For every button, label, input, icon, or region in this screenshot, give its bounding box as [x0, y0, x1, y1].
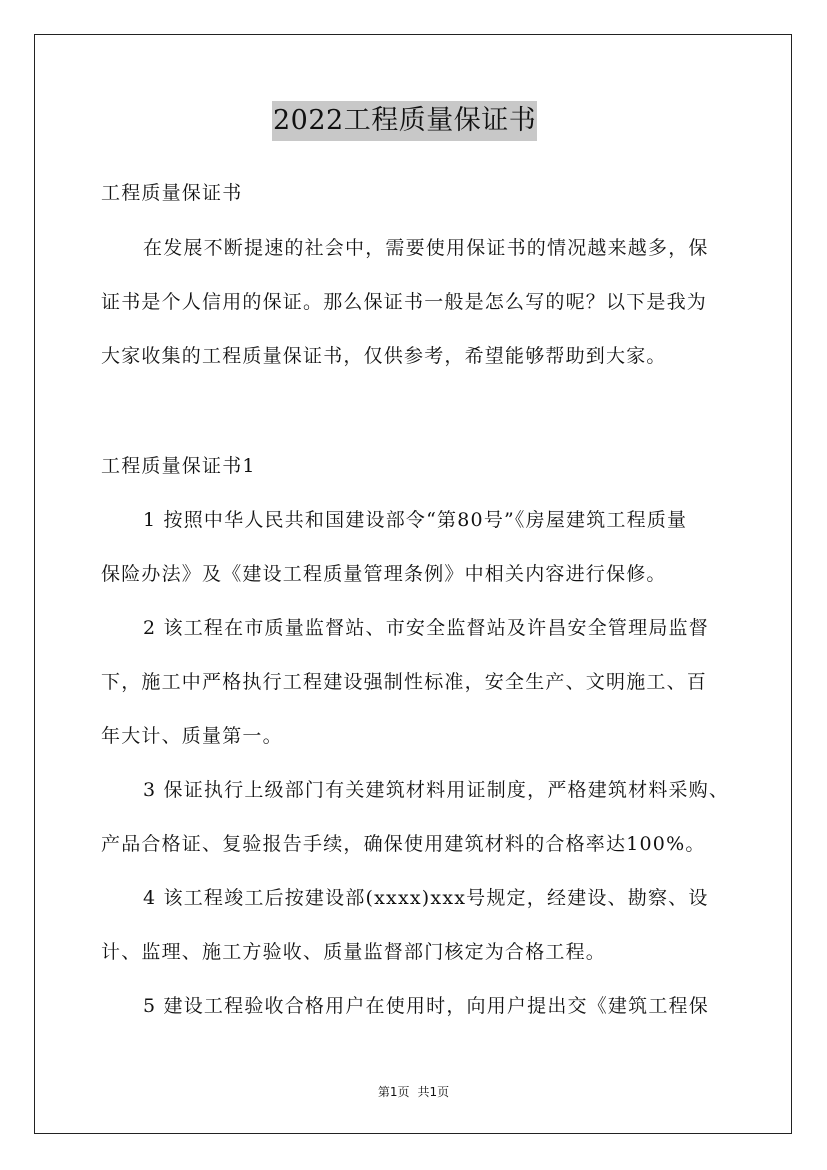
- page-total: 共1页: [417, 1085, 450, 1099]
- page-footer: [0, 1084, 827, 1100]
- document-title: 2022工程质量保证书: [272, 101, 537, 141]
- body-line-4: 下，施工中严格执行工程建设强制性标准，安全生产、文明施工、百: [101, 671, 708, 693]
- intro-line-3: 大家收集的工程质量保证书，仅供参考，希望能够帮助到大家。: [101, 345, 667, 367]
- document-heading: 工程质量保证书: [101, 182, 243, 204]
- intro-line-2: 证书是个人信用的保证。那么保证书一般是怎么写的呢？以下是我为: [101, 291, 708, 313]
- body-line-2: 保险办法》及《建设工程质量管理条例》中相关内容进行保修。: [101, 563, 667, 585]
- body-line-10: 5 建设工程验收合格用户在使用时，向用户提出交《建筑工程保: [143, 995, 709, 1017]
- body-line-9: 计、监理、施工方验收、质量监督部门核定为合格工程。: [101, 941, 607, 963]
- body-line-1: 1 按照中华人民共和国建设部令“第80号”《房屋建筑工程质量: [143, 509, 688, 531]
- intro-line-1: 在发展不断提速的社会中，需要使用保证书的情况越来越多，保: [143, 237, 709, 259]
- body-line-5: 年大计、质量第一。: [101, 725, 283, 747]
- section-heading: 工程质量保证书1: [101, 455, 256, 477]
- body-line-7: 产品合格证、复验报告手续，确保使用建筑材料的合格率达100%。: [101, 833, 706, 855]
- body-line-3: 2 该工程在市质量监督站、市安全监督站及许昌安全管理局监督: [143, 617, 709, 639]
- body-line-6: 3 保证执行上级部门有关建筑材料用证制度，严格建筑材料采购、: [143, 779, 730, 801]
- body-line-8: 4 该工程竣工后按建设部(xxxx)xxx号规定，经建设、勘察、设: [143, 887, 709, 909]
- page-number: 第1页: [377, 1085, 410, 1099]
